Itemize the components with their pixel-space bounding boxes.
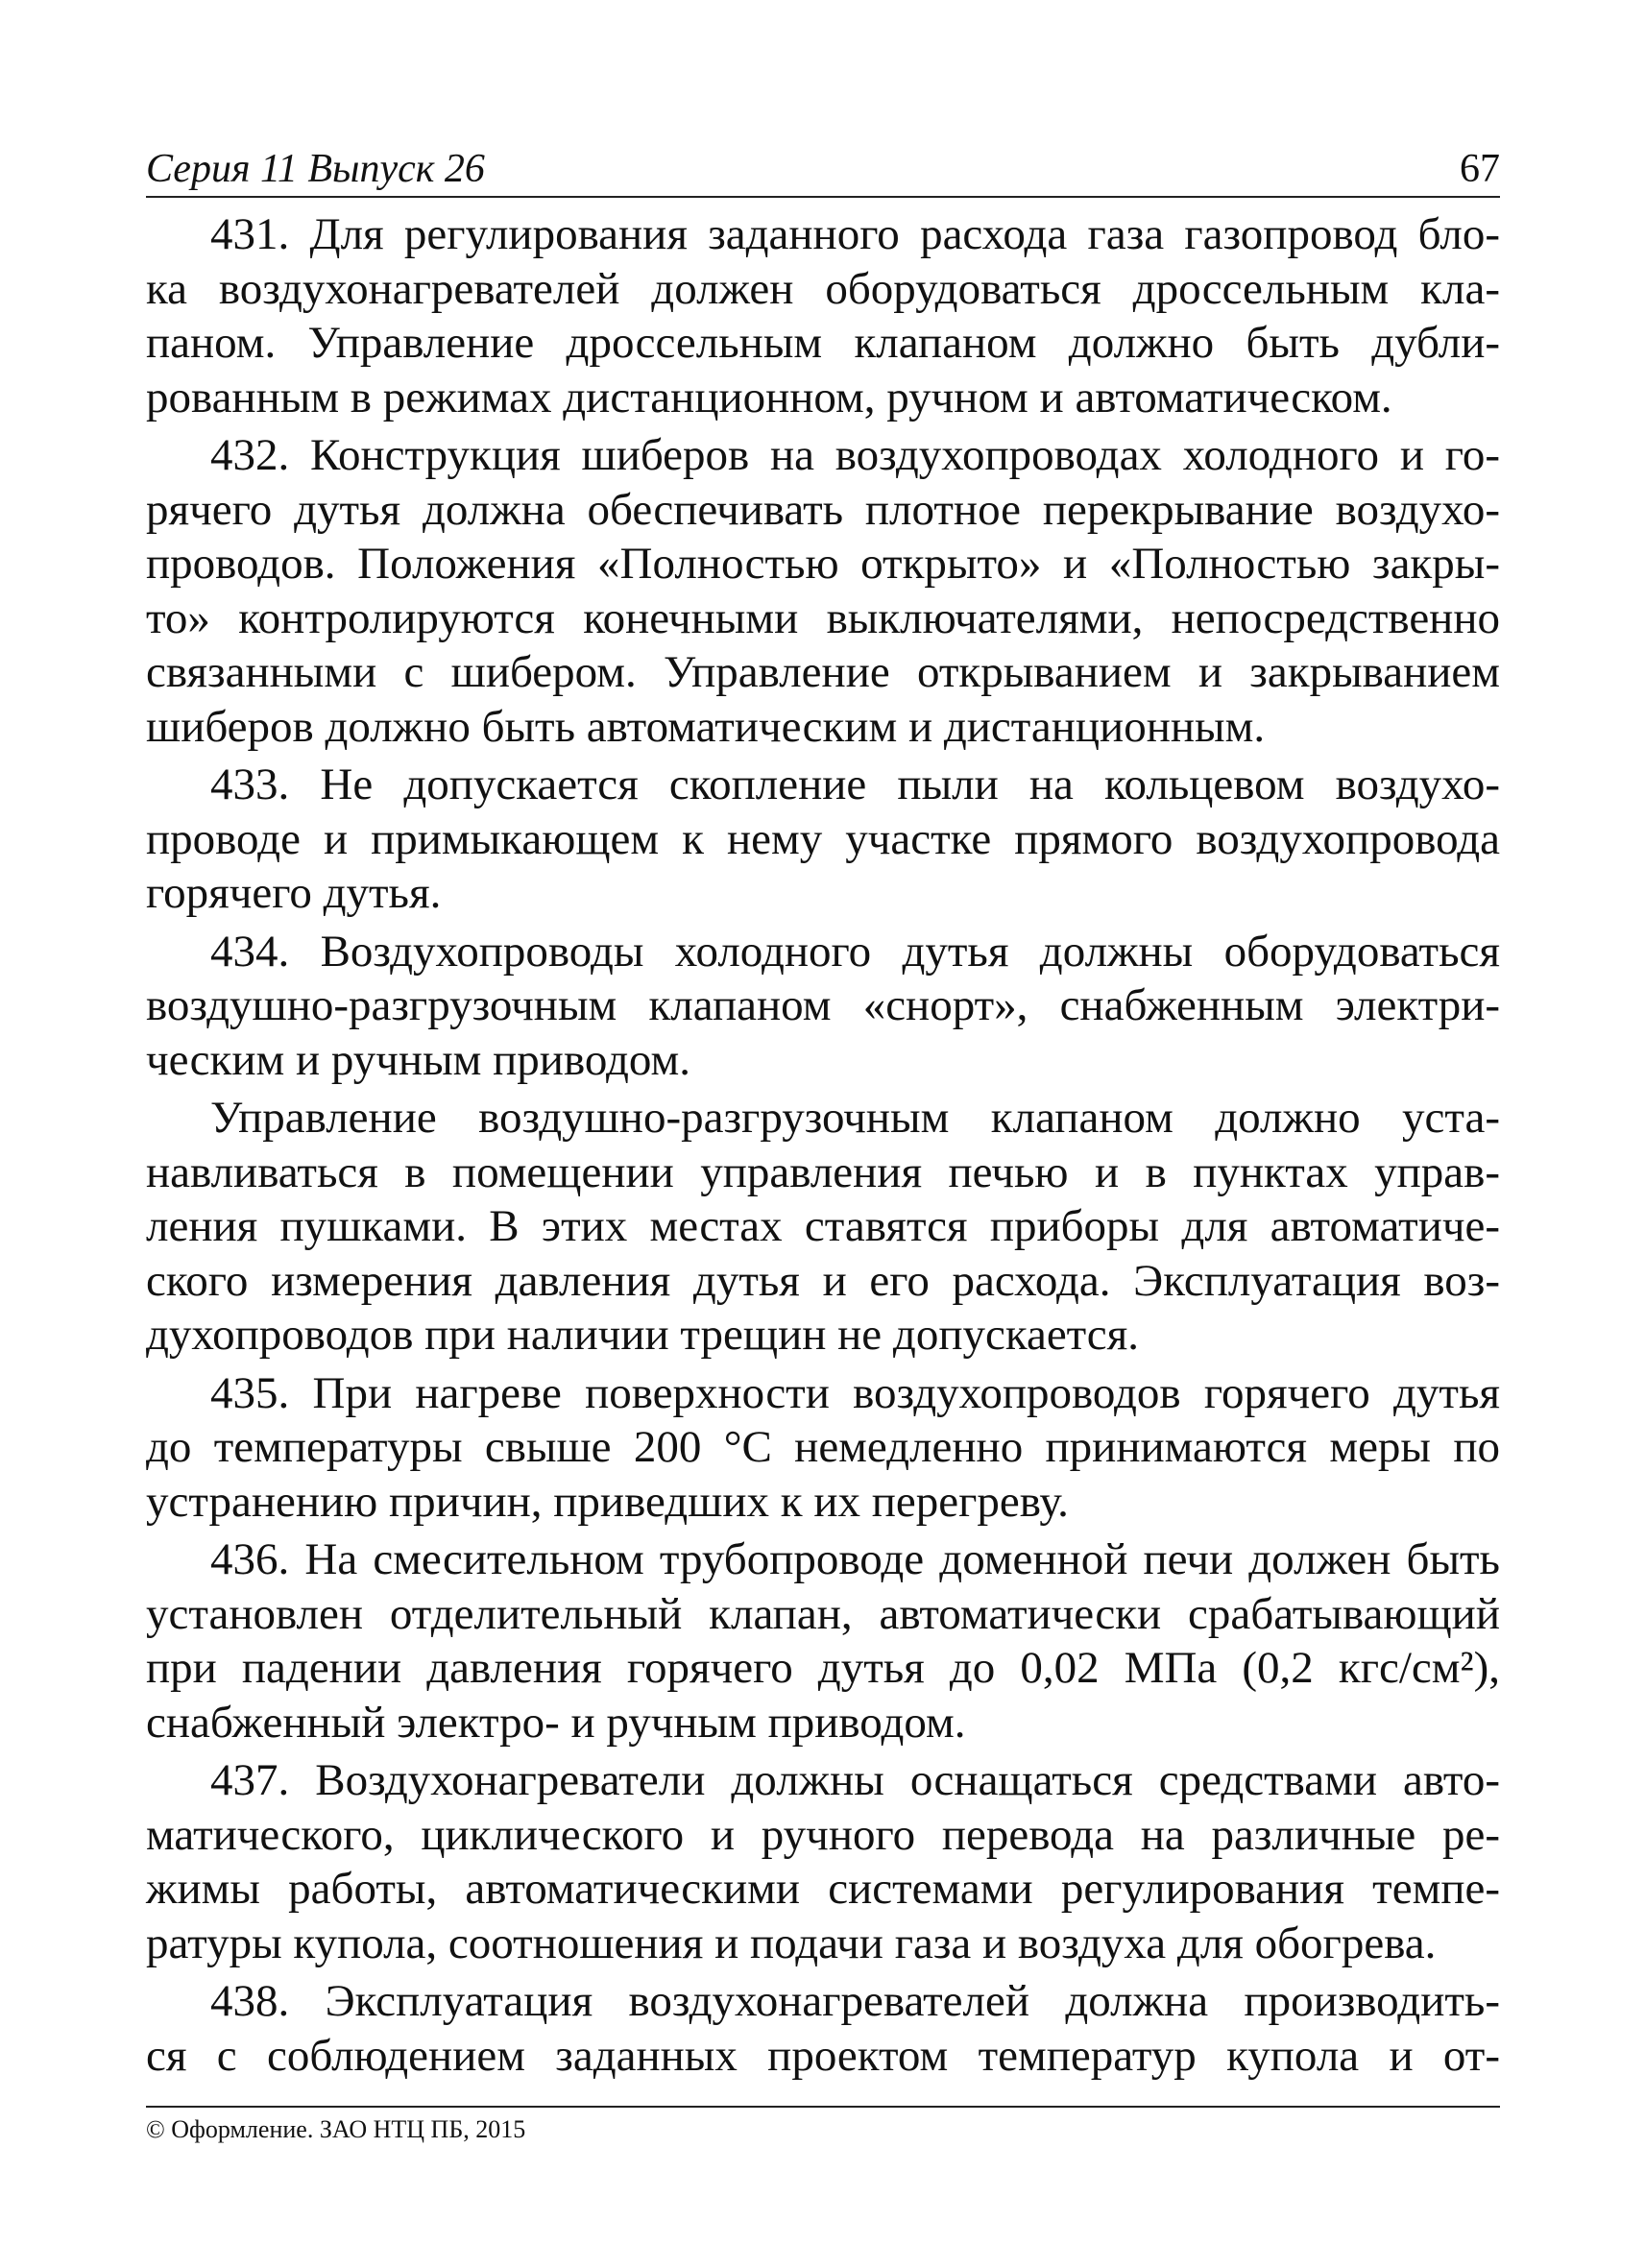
text-line: проводов. Положения «Полностью открыто» и «Полностью закры- [146, 539, 1500, 589]
text-line: горячего дутья. [146, 868, 442, 918]
paragraph-437 [146, 1753, 1500, 1970]
text-line: ратуры купола, соотношения и подачи газа и воздуха для обогрева. [146, 1918, 1437, 1968]
text-line: матического, циклического и ручного перевода на различные ре- [146, 1809, 1500, 1860]
text-line: ка воздухонагревателей должен оборудоваться дроссельным кла- [146, 263, 1500, 314]
text-line: устранению причин, приведших к их перегреву. [146, 1476, 1069, 1527]
text-line: при падении давления горячего дутья до 0,02 МПа (0,2 кгс/см²), [146, 1643, 1500, 1693]
text-line: связанными с шибером. Управление открыванием и закрыванием [146, 647, 1500, 697]
text-line: воздушно-разгрузочным клапаном «снорт», снабженным электри- [146, 980, 1500, 1030]
text-line: рованным в режимах дистанционном, ручном и автоматическом. [146, 372, 1392, 422]
text-line: то» контролируются конечными выключателями, непосредственно [146, 592, 1500, 643]
paragraph-432 [146, 428, 1500, 754]
paragraph-434 [146, 925, 1500, 1088]
text-line: духопроводов при наличии трещин не допускается. [146, 1310, 1140, 1360]
paragraph-433 [146, 758, 1500, 921]
document-page [146, 144, 1500, 2087]
paragraph-438 [146, 1974, 1500, 2083]
text-line: 431. Для регулирования заданного расхода газа газопровод бло- [210, 209, 1500, 259]
text-line: ческим и ручным приводом. [146, 1034, 690, 1085]
text-line: ского измерения давления дутья и его расхода. Эксплуатация воз- [146, 1255, 1500, 1306]
text-line: навливаться в помещении управления печью и в пунктах управ- [146, 1146, 1500, 1197]
copyright-footer [146, 2106, 1500, 2146]
text-line: установлен отделительный клапан, автоматически срабатывающий [146, 1588, 1500, 1639]
text-line: снабженный электро- и ручным приводом. [146, 1697, 966, 1748]
paragraph-431 [146, 207, 1500, 424]
text-line: рячего дутья должна обеспечивать плотное перекрывание воздухо- [146, 484, 1500, 535]
body-text [146, 207, 1500, 2083]
text-line: Управление воздушно-разгрузочным клапаном должно уста- [210, 1093, 1500, 1143]
copyright-text: © Оформление. ЗАО НТЦ ПБ, 2015 [146, 2115, 526, 2143]
text-line: 432. Конструкция шиберов на воздухопроводах холодного и го- [210, 430, 1500, 480]
text-line: жимы работы, автоматическими системами регулирования темпе- [146, 1864, 1500, 1914]
text-line: ся с соблюдением заданных проектом температур купола и от- [146, 2030, 1500, 2081]
text-line: 434. Воздухопроводы холодного дутья должны оборудоваться [210, 926, 1500, 977]
text-line: 436. На смесительном трубопроводе доменной печи должен быть [210, 1534, 1500, 1584]
paragraph-435 [146, 1366, 1500, 1530]
text-line: до температуры свыше 200 °C немедленно принимаются меры по [146, 1422, 1500, 1472]
page-number: 67 [1460, 147, 1500, 191]
text-line: 433. Не допускается скопление пыли на кольцевом воздухо- [210, 760, 1500, 809]
text-line: шиберов должно быть автоматическим и дистанционным. [146, 701, 1266, 752]
paragraph-436 [146, 1532, 1500, 1749]
text-line: 438. Эксплуатация воздухонагревателей должна производить- [210, 1976, 1500, 2026]
text-line: ления пушками. В этих местах ставятся приборы для автоматиче- [146, 1201, 1500, 1251]
paragraph-434-continued [146, 1091, 1500, 1363]
running-header [146, 144, 1500, 198]
text-line: проводе и примыкающем к нему участке прямого воздухопровода [146, 813, 1500, 864]
series-title: Серия 11 Выпуск 26 [146, 147, 485, 191]
text-line: паном. Управление дроссельным клапаном должно быть дубли- [146, 318, 1500, 368]
text-line: 437. Воздухонагреватели должны оснащаться средствами авто- [210, 1755, 1500, 1805]
text-line: 435. При нагреве поверхности воздухопроводов горячего дутья [210, 1367, 1500, 1418]
